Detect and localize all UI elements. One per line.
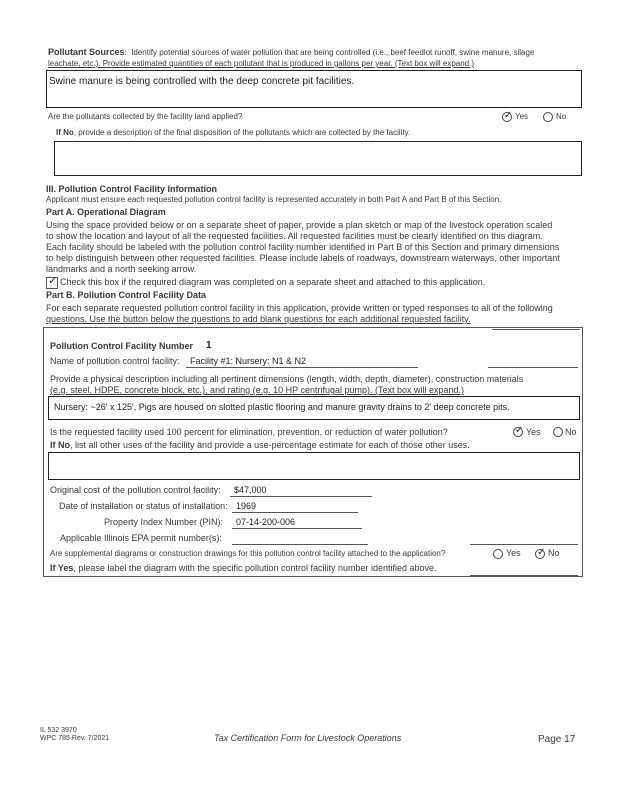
land-applied-yes-label: Yes	[515, 112, 529, 121]
permit-label: Applicable Illinois EPA permit number(s):	[60, 533, 222, 543]
other-uses-line	[50, 440, 470, 451]
percent-yes-radio[interactable]	[513, 427, 523, 437]
checkmark-icon: ✓	[504, 110, 513, 121]
other-uses-prefix: If No	[50, 440, 70, 450]
facility-name-label: Name of pollution control facility:	[50, 356, 180, 366]
land-applied-no-label: No	[556, 112, 567, 121]
other-uses-textbox[interactable]	[48, 452, 580, 480]
description-instruction1: Provide a physical description including all pertinent dimensions (length, width, depth, diameter), construction materials	[50, 374, 524, 384]
cost-underline	[230, 496, 372, 497]
partA-title: Part A. Operational Diagram	[46, 207, 166, 217]
footer-code-line1: IL 532 3970	[40, 727, 77, 734]
footer-form-title: Tax Certification Form for Livestock Operations	[214, 733, 402, 743]
percent-no-radio[interactable]	[553, 427, 563, 437]
checkmark-icon: ✓	[515, 425, 524, 436]
partB-line: questions. Use the button below the questions to add blank questions for each additional requested facility.	[46, 314, 471, 324]
pollutant-sources-label: Pollutant Sources	[48, 47, 125, 57]
facility-number-label: Pollution Control Facility Number	[50, 341, 194, 351]
permit-underline-right	[470, 544, 578, 545]
if-yes-prefix: If Yes	[50, 563, 74, 573]
cost-value[interactable]: $47,000	[234, 485, 267, 495]
diagram-check-text: Check this box if the required diagram was completed on a separate sheet and attached to this application.	[60, 277, 486, 287]
divider	[492, 329, 580, 330]
facility-name-value[interactable]: Facility #1: Nursery: N1 & N2	[190, 356, 307, 366]
section3-title: III. Pollution Control Facility Information	[46, 184, 217, 194]
partA-line: to help distinguish between other requested facilities. Please include labels of roadways, downstream waterways, other important	[46, 253, 560, 263]
facility-name-underline-right	[488, 367, 578, 368]
footer-code-line2: WPC 785 Rev. 7/2021	[40, 735, 110, 742]
description-instruction2: (e.g. steel, HDPE, concrete block, etc.), and rating (e.g. 10 HP centrifugal pump). (Text box will expand.)	[50, 385, 465, 395]
permit-underline	[232, 544, 368, 545]
percent-yes-label: Yes	[526, 427, 541, 437]
install-underline	[232, 512, 358, 513]
land-applied-question: Are the pollutants collected by the facility land applied?	[48, 112, 243, 121]
partA-line: Each facility should be labeled with the pollution control facility number identified in Part B of this Section and primary dimensions	[46, 242, 560, 252]
partA-line: Using the space provided below or on a separate sheet of paper, provide a plan sketch or map of the livestock operation scaled	[46, 220, 553, 230]
partB-title: Part B. Pollution Control Facility Data	[46, 290, 207, 300]
land-applied-no-radio[interactable]	[543, 112, 553, 122]
pollutant-sources-line1: Pollutant Sources: Identify potential sources of water pollution that are being controlled (i.e., beef feedlot runoff, swine manure, silage	[48, 47, 535, 57]
partA-line: to show the location and layout of all the requested facilities. All requested facilities must be clearly identified on this diagram.	[46, 231, 543, 241]
pollutant-sources-response: Swine manure is being controlled with the deep concrete pit facilities.	[49, 76, 355, 87]
footer-page-number: Page 17	[538, 734, 576, 745]
partA-line: landmarks and a north seeking arrow.	[46, 264, 197, 274]
facility-name-underline	[186, 367, 418, 368]
pin-value[interactable]: 07-14-200-006	[236, 517, 296, 527]
disposition-textbox[interactable]	[54, 141, 582, 176]
cost-label: Original cost of the pollution control facility:	[50, 485, 221, 495]
supplemental-yes-radio[interactable]	[493, 549, 503, 559]
section3-intro: Applicant must ensure each requested pollution control facility is represented accurately in both Part A and Part B of this Section.	[46, 195, 502, 204]
if-yes-line	[50, 563, 437, 574]
pollutant-sources-instruction2: leachate, etc.). Provide estimated quantities of each pollutant that is produced in gallons per year. (Text box will expand.)	[48, 59, 475, 68]
percent-no-label: No	[565, 427, 577, 437]
checkmark-icon: ✓	[48, 275, 58, 287]
land-applied-yes-radio[interactable]	[502, 112, 512, 122]
checkmark-icon: ✓	[537, 547, 546, 558]
install-value[interactable]: 1969	[236, 501, 257, 511]
description-value: Nursery: ~26' x 125', Pigs are housed on slotted plastic flooring and manure gravity drains to 2' deep concrete pits.	[54, 402, 510, 412]
percent-question: Is the requested facility used 100 percent for elimination, prevention, or reduction of water pollution?	[50, 427, 448, 437]
other-uses-text: , list all other uses of the facility and provide a use-percentage estimate for each of those other uses.	[70, 440, 470, 450]
pollutant-sources-instruction1: Identify potential sources of water pollution that are being controlled (i.e., beef feedlot runoff, swine manure, silage	[131, 48, 535, 57]
supplemental-no-radio[interactable]	[535, 549, 545, 559]
diagram-checkbox[interactable]	[46, 277, 58, 289]
supplemental-yes-label: Yes	[506, 548, 521, 558]
install-label: Date of installation or status of installation:	[59, 501, 228, 511]
if-no-text: , provide a description of the final disposition of the pollutants which are collected by the facility.	[73, 128, 411, 137]
pin-underline	[232, 528, 362, 529]
land-applied-if-no	[56, 128, 410, 138]
supplemental-question: Are supplemental diagrams or construction drawings for this pollution control facility attached to the application?	[50, 549, 446, 558]
divider	[470, 575, 578, 576]
pollutant-sources-textbox[interactable]	[46, 70, 582, 108]
description-textbox[interactable]	[48, 396, 580, 420]
facility-number-value[interactable]: 1	[206, 340, 212, 351]
pin-label: Property Index Number (PIN):	[104, 517, 224, 527]
if-yes-text: , please label the diagram with the specific pollution control facility number identified above.	[73, 563, 437, 573]
supplemental-no-label: No	[548, 548, 560, 558]
if-no-prefix: If No	[56, 128, 74, 137]
partB-line: For each separate requested pollution control facility in this application, provide written or typed responses to all of the following	[46, 303, 553, 313]
